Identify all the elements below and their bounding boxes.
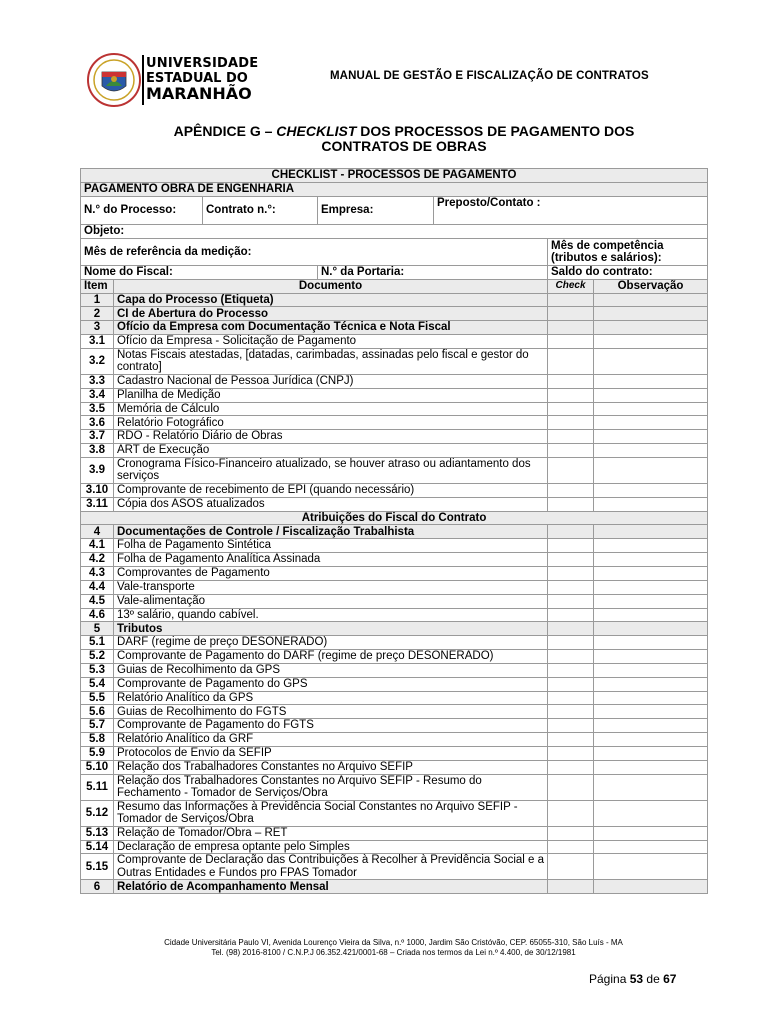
row-check-cell[interactable] xyxy=(548,497,594,511)
row-document: Notas Fiscais atestadas, [datadas, carimbadas, assinadas pelo fiscal e gestor do contrato] xyxy=(114,348,548,374)
row-check-cell[interactable] xyxy=(548,553,594,567)
row-observacao-cell[interactable] xyxy=(594,321,708,335)
checklist-row xyxy=(81,691,708,705)
row-item-number: 5.6 xyxy=(81,705,114,719)
checklist-row xyxy=(81,840,708,854)
row-observacao-cell[interactable] xyxy=(594,457,708,483)
page-current: 53 xyxy=(629,972,644,986)
checklist-row xyxy=(81,402,708,416)
row-observacao-cell[interactable] xyxy=(594,746,708,760)
row-item-number: 4.4 xyxy=(81,580,114,594)
row-document: Relatório Fotográfico xyxy=(114,416,548,430)
row-item-number: 5.1 xyxy=(81,636,114,650)
row-check-cell[interactable] xyxy=(548,840,594,854)
field-preposto[interactable]: Preposto/Contato : xyxy=(434,197,708,225)
row-observacao-cell[interactable] xyxy=(594,335,708,349)
row-check-cell[interactable] xyxy=(548,525,594,539)
checklist-row xyxy=(81,553,708,567)
row-observacao-cell[interactable] xyxy=(594,580,708,594)
row-observacao-cell[interactable] xyxy=(594,402,708,416)
row-item-number: 5.12 xyxy=(81,800,114,826)
row-document: Memória de Cálculo xyxy=(114,402,548,416)
row-check-cell[interactable] xyxy=(548,746,594,760)
field-mes-competencia[interactable]: Mês de competência (tributos e salários): xyxy=(548,239,708,266)
row-check-cell[interactable] xyxy=(548,388,594,402)
section-fiscal-heading: Atribuições do Fiscal do Contrato xyxy=(81,511,708,525)
row-check-cell[interactable] xyxy=(548,580,594,594)
row-item-number: 1 xyxy=(81,293,114,307)
col-item-header: Item xyxy=(81,280,114,294)
row-check-cell[interactable] xyxy=(548,293,594,307)
row-document: Relação dos Trabalhadores Constantes no Arquivo SEFIP - Resumo do Fechamento - Tomador de Serviços/Obra xyxy=(114,774,548,800)
footer-contact: Tel. (98) 2016-8100 / C.N.P.J 06.352.421/0001-68 – Criada nos termos da Lei n.º 4.400, de 30/12/1981 xyxy=(211,948,576,957)
checklist-row xyxy=(81,774,708,800)
row-observacao-cell[interactable] xyxy=(594,774,708,800)
row-item-number: 5.10 xyxy=(81,760,114,774)
row-item-number: 3.7 xyxy=(81,430,114,444)
row-observacao-cell[interactable] xyxy=(594,663,708,677)
row-item-number: 5.8 xyxy=(81,733,114,747)
checklist-row xyxy=(81,374,708,388)
row-observacao-cell[interactable] xyxy=(594,608,708,622)
row-document: Resumo das Informações à Previdência Social Constantes no Arquivo SEFIP - Tomador de Serviços/Obra xyxy=(114,800,548,826)
row-observacao-cell[interactable] xyxy=(594,430,708,444)
row-observacao-cell[interactable] xyxy=(594,594,708,608)
row-check-cell[interactable] xyxy=(548,348,594,374)
university-line1: UNIVERSIDADE xyxy=(146,56,259,71)
university-name xyxy=(146,56,258,101)
field-empresa[interactable]: Empresa: xyxy=(318,197,434,225)
field-processo[interactable]: N.° do Processo: xyxy=(81,197,203,225)
row-observacao-cell[interactable] xyxy=(594,497,708,511)
row-observacao-cell[interactable] xyxy=(594,719,708,733)
manual-title: MANUAL DE GESTÃO E FISCALIZAÇÃO DE CONTRATOS xyxy=(330,70,649,82)
appendix-title xyxy=(120,124,688,154)
checklist-row xyxy=(81,307,708,321)
field-saldo[interactable]: Saldo do contrato: xyxy=(548,266,708,280)
row-check-cell[interactable] xyxy=(548,719,594,733)
checklist-row xyxy=(81,608,708,622)
row-observacao-cell[interactable] xyxy=(594,636,708,650)
row-item-number: 5.2 xyxy=(81,650,114,664)
checklist-row xyxy=(81,677,708,691)
row-check-cell[interactable] xyxy=(548,826,594,840)
checklist-row xyxy=(81,705,708,719)
row-document: Comprovante de recebimento de EPI (quando necessário) xyxy=(114,483,548,497)
row-observacao-cell[interactable] xyxy=(594,525,708,539)
row-check-cell[interactable] xyxy=(548,402,594,416)
row-observacao-cell[interactable] xyxy=(594,622,708,636)
row-item-number: 3.11 xyxy=(81,497,114,511)
row-item-number: 3.1 xyxy=(81,335,114,349)
row-document: Relatório Analítico da GPS xyxy=(114,691,548,705)
row-check-cell[interactable] xyxy=(548,539,594,553)
row-check-cell[interactable] xyxy=(548,321,594,335)
checklist-row xyxy=(81,497,708,511)
row-check-cell[interactable] xyxy=(548,880,594,894)
row-check-cell[interactable] xyxy=(548,483,594,497)
row-item-number: 3.10 xyxy=(81,483,114,497)
checklist-row xyxy=(81,636,708,650)
checklist-row xyxy=(81,416,708,430)
row-item-number: 3.9 xyxy=(81,457,114,483)
row-check-cell[interactable] xyxy=(548,457,594,483)
row-check-cell[interactable] xyxy=(548,567,594,581)
col-documento-header: Documento xyxy=(114,280,548,294)
row-item-number: 3.3 xyxy=(81,374,114,388)
row-check-cell[interactable] xyxy=(548,854,594,880)
field-objeto[interactable]: Objeto: xyxy=(81,225,708,239)
row-document: Comprovante de Pagamento do GPS xyxy=(114,677,548,691)
row-check-cell[interactable] xyxy=(548,733,594,747)
row-observacao-cell[interactable] xyxy=(594,293,708,307)
row-document: DARF (regime de preço DESONERADO) xyxy=(114,636,548,650)
logo-divider xyxy=(142,55,144,105)
row-check-cell[interactable] xyxy=(548,444,594,458)
row-item-number: 5.3 xyxy=(81,663,114,677)
row-document: Documentações de Controle / Fiscalização Trabalhista xyxy=(114,525,548,539)
row-document: Folha de Pagamento Analítica Assinada xyxy=(114,553,548,567)
row-document: Relatório de Acompanhamento Mensal xyxy=(114,880,548,894)
row-observacao-cell[interactable] xyxy=(594,444,708,458)
page-footer xyxy=(80,938,707,958)
checklist-row xyxy=(81,335,708,349)
row-item-number: 3.8 xyxy=(81,444,114,458)
row-observacao-cell[interactable] xyxy=(594,677,708,691)
row-check-cell[interactable] xyxy=(548,335,594,349)
row-item-number: 5 xyxy=(81,622,114,636)
checklist-row xyxy=(81,525,708,539)
page-of: de xyxy=(646,972,660,986)
row-check-cell[interactable] xyxy=(548,608,594,622)
checklist-row xyxy=(81,719,708,733)
row-check-cell[interactable] xyxy=(548,622,594,636)
checklist-row xyxy=(81,348,708,374)
row-document: Guias de Recolhimento do FGTS xyxy=(114,705,548,719)
row-document: Comprovante de Pagamento do FGTS xyxy=(114,719,548,733)
row-item-number: 6 xyxy=(81,880,114,894)
row-document: Guias de Recolhimento da GPS xyxy=(114,663,548,677)
checklist-row xyxy=(81,580,708,594)
row-observacao-cell[interactable] xyxy=(594,567,708,581)
row-document: Declaração de empresa optante pelo Simples xyxy=(114,840,548,854)
title-italic: CHECKLIST xyxy=(276,123,357,139)
row-observacao-cell[interactable] xyxy=(594,691,708,705)
row-item-number: 3.5 xyxy=(81,402,114,416)
row-document: Ofício da Empresa com Documentação Técnica e Nota Fiscal xyxy=(114,321,548,335)
row-observacao-cell[interactable] xyxy=(594,854,708,880)
row-item-number: 4 xyxy=(81,525,114,539)
row-check-cell[interactable] xyxy=(548,594,594,608)
checklist-row xyxy=(81,483,708,497)
field-contrato[interactable]: Contrato n.°: xyxy=(203,197,318,225)
checklist-row xyxy=(81,663,708,677)
row-item-number: 4.1 xyxy=(81,539,114,553)
row-document: Comprovantes de Pagamento xyxy=(114,567,548,581)
row-observacao-cell[interactable] xyxy=(594,539,708,553)
col-check-header: Check xyxy=(548,280,594,294)
row-document: Planilha de Medição xyxy=(114,388,548,402)
row-document: 13º salário, quando cabível. xyxy=(114,608,548,622)
checklist-row xyxy=(81,444,708,458)
title-line2: CONTRATOS DE OBRAS xyxy=(321,138,487,154)
row-check-cell[interactable] xyxy=(548,307,594,321)
row-document: ART de Execução xyxy=(114,444,548,458)
row-item-number: 3.6 xyxy=(81,416,114,430)
row-document: Tributos xyxy=(114,622,548,636)
checklist-row xyxy=(81,746,708,760)
row-check-cell[interactable] xyxy=(548,760,594,774)
row-item-number: 3.4 xyxy=(81,388,114,402)
row-document: Comprovante de Pagamento do DARF (regime de preço DESONERADO) xyxy=(114,650,548,664)
row-document: Comprovante de Declaração das Contribuições à Recolher à Previdência Social e a Outras Entidades e Fundos pro FPAS Tomador xyxy=(114,854,548,880)
page-total: 67 xyxy=(663,972,677,986)
row-check-cell[interactable] xyxy=(548,663,594,677)
row-observacao-cell[interactable] xyxy=(594,348,708,374)
row-observacao-cell[interactable] xyxy=(594,760,708,774)
row-check-cell[interactable] xyxy=(548,416,594,430)
row-check-cell[interactable] xyxy=(548,636,594,650)
row-item-number: 5.11 xyxy=(81,774,114,800)
checklist-row xyxy=(81,733,708,747)
row-observacao-cell[interactable] xyxy=(594,880,708,894)
row-item-number: 5.7 xyxy=(81,719,114,733)
row-observacao-cell[interactable] xyxy=(594,800,708,826)
checklist-heading: CHECKLIST - PROCESSOS DE PAGAMENTO xyxy=(81,169,708,183)
row-document: Relação dos Trabalhadores Constantes no Arquivo SEFIP xyxy=(114,760,548,774)
row-observacao-cell[interactable] xyxy=(594,388,708,402)
row-item-number: 5.14 xyxy=(81,840,114,854)
checklist-row xyxy=(81,800,708,826)
checklist-row xyxy=(81,388,708,402)
row-item-number: 4.2 xyxy=(81,553,114,567)
row-observacao-cell[interactable] xyxy=(594,840,708,854)
checklist-row xyxy=(81,457,708,483)
checklist-row xyxy=(81,539,708,553)
row-observacao-cell[interactable] xyxy=(594,483,708,497)
checklist-row xyxy=(81,567,708,581)
page-number xyxy=(589,972,676,986)
checklist-row xyxy=(81,880,708,894)
row-observacao-cell[interactable] xyxy=(594,307,708,321)
footer-address: Cidade Universitária Paulo VI, Avenida Lourenço Vieira da Silva, n.º 1000, Jardim São Cristóvão, CEP. 65055-310, São Luís - MA xyxy=(164,938,623,947)
row-item-number: 5.15 xyxy=(81,854,114,880)
row-item-number: 2 xyxy=(81,307,114,321)
row-document: Vale-transporte xyxy=(114,580,548,594)
row-check-cell[interactable] xyxy=(548,800,594,826)
row-item-number: 3 xyxy=(81,321,114,335)
row-item-number: 4.3 xyxy=(81,567,114,581)
row-document: Cadastro Nacional de Pessoa Jurídica (CNPJ) xyxy=(114,374,548,388)
row-document: Cópia dos ASOS atualizados xyxy=(114,497,548,511)
row-document: RDO - Relatório Diário de Obras xyxy=(114,430,548,444)
checklist-row xyxy=(81,594,708,608)
row-document: Relação de Tomador/Obra – RET xyxy=(114,826,548,840)
row-item-number: 5.4 xyxy=(81,677,114,691)
row-item-number: 5.13 xyxy=(81,826,114,840)
checklist-subheading: PAGAMENTO OBRA DE ENGENHARIA xyxy=(81,183,708,197)
row-document: Protocolos de Envio da SEFIP xyxy=(114,746,548,760)
row-observacao-cell[interactable] xyxy=(594,826,708,840)
row-check-cell[interactable] xyxy=(548,650,594,664)
checklist-row xyxy=(81,293,708,307)
row-item-number: 4.5 xyxy=(81,594,114,608)
row-observacao-cell[interactable] xyxy=(594,733,708,747)
row-item-number: 5.9 xyxy=(81,746,114,760)
field-mes-referencia[interactable]: Mês de referência da medição: xyxy=(81,239,548,266)
checklist-table xyxy=(80,168,708,894)
row-document: Relatório Analítico da GRF xyxy=(114,733,548,747)
page-label: Página xyxy=(589,972,627,986)
row-observacao-cell[interactable] xyxy=(594,650,708,664)
row-document: Capa do Processo (Etiqueta) xyxy=(114,293,548,307)
title-prefix: APÊNDICE G – xyxy=(173,123,277,139)
row-check-cell[interactable] xyxy=(548,677,594,691)
row-item-number: 3.2 xyxy=(81,348,114,374)
col-observacao-header: Observação xyxy=(594,280,708,294)
row-document: Vale-alimentação xyxy=(114,594,548,608)
row-check-cell[interactable] xyxy=(548,774,594,800)
field-nome-fiscal[interactable]: Nome do Fiscal: xyxy=(81,266,318,280)
row-observacao-cell[interactable] xyxy=(594,705,708,719)
checklist-row xyxy=(81,430,708,444)
checklist-row xyxy=(81,854,708,880)
row-observacao-cell[interactable] xyxy=(594,553,708,567)
row-item-number: 5.5 xyxy=(81,691,114,705)
row-document: Folha de Pagamento Sintética xyxy=(114,539,548,553)
row-document: CI de Abertura do Processo xyxy=(114,307,548,321)
university-line2: ESTADUAL DO xyxy=(146,71,248,86)
university-seal-icon xyxy=(86,52,142,108)
row-check-cell[interactable] xyxy=(548,691,594,705)
row-check-cell[interactable] xyxy=(548,705,594,719)
university-logo xyxy=(86,52,261,110)
title-suffix: DOS PROCESSOS DE PAGAMENTO DOS xyxy=(356,123,635,139)
university-line3: MARANHÃO xyxy=(146,84,252,103)
row-document: Ofício da Empresa - Solicitação de Pagamento xyxy=(114,335,548,349)
row-check-cell[interactable] xyxy=(548,374,594,388)
checklist-row xyxy=(81,650,708,664)
checklist-row xyxy=(81,760,708,774)
row-document: Cronograma Físico-Financeiro atualizado, se houver atraso ou adiantamento dos serviços xyxy=(114,457,548,483)
field-portaria[interactable]: N.° da Portaria: xyxy=(318,266,548,280)
section-row xyxy=(81,511,708,525)
row-observacao-cell[interactable] xyxy=(594,416,708,430)
row-observacao-cell[interactable] xyxy=(594,374,708,388)
checklist-row xyxy=(81,622,708,636)
checklist-row xyxy=(81,321,708,335)
checklist-row xyxy=(81,826,708,840)
row-check-cell[interactable] xyxy=(548,430,594,444)
row-item-number: 4.6 xyxy=(81,608,114,622)
